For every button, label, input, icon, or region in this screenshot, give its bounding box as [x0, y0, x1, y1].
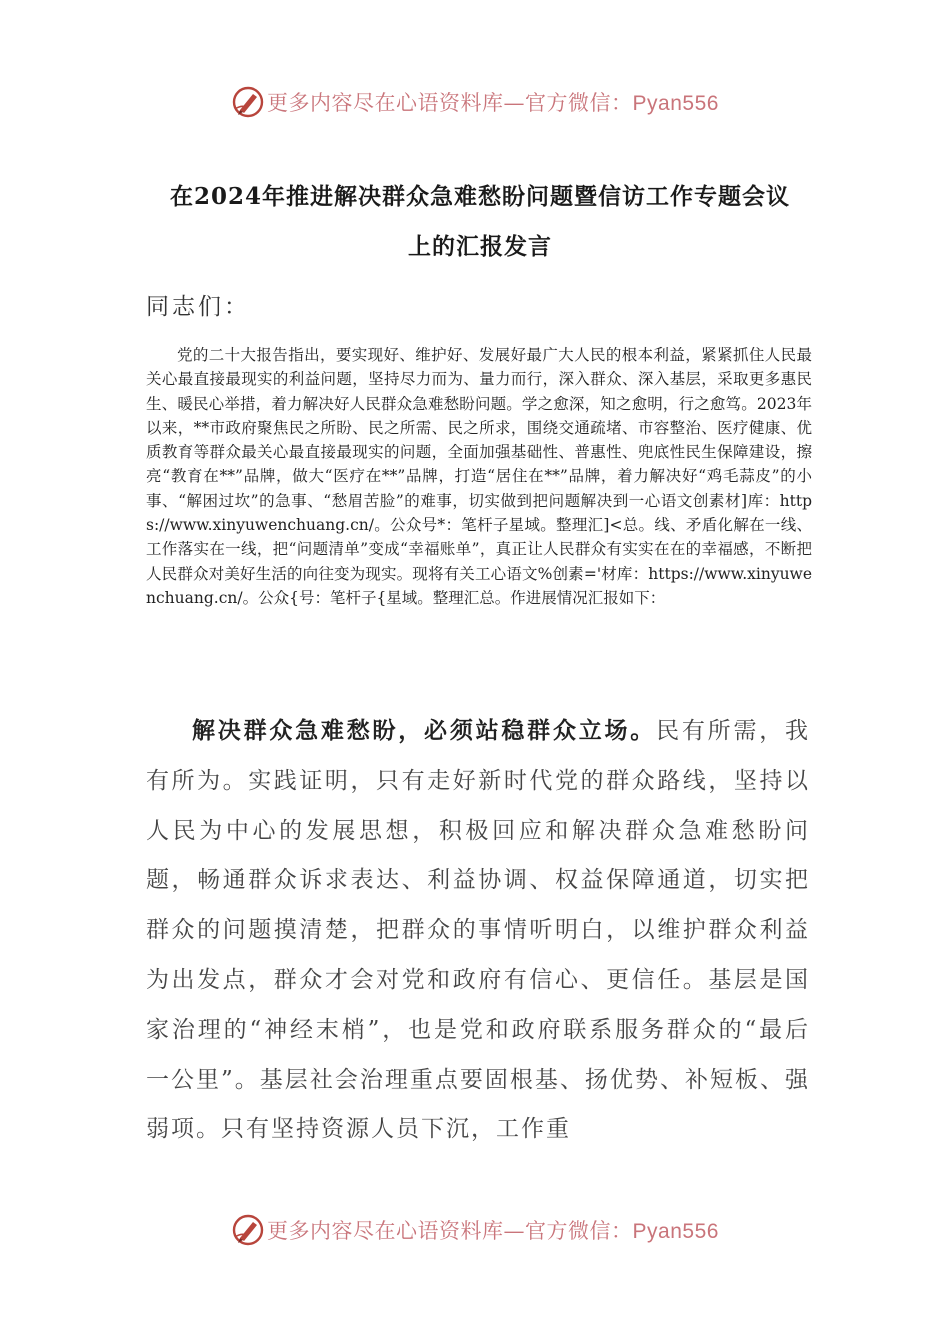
- footer-wechat-id: Pyan556: [632, 1220, 719, 1243]
- document-title-line-1: 在2024年推进解决群众急难愁盼问题暨信访工作专题会议: [169, 183, 790, 210]
- pen-logo-icon: [231, 85, 265, 119]
- header-banner: [0, 82, 950, 122]
- section-1-body: 民有所需，我有所为。实践证明，只有走好新时代党的群众路线，坚持以人民为中心的发展思想，积极回应和解决群众急难愁盼问题，畅通群众诉求表达、利益协调、权益保障通道，切实把群众的问题摸清楚，把群众的事情听明白，以维护群众利益为出发点，群众才会对党和政府有信心、更信任。基层是国家治理的“神经末梢”，也是党和政府联系服务群众的“最后一公里”。基层社会治理重点要固根基、扬优势、补短板、强弱项。只有坚持资源人员下沉，工作重: [146, 718, 811, 1143]
- document-title-line-2: 上的汇报发言: [408, 233, 552, 260]
- intro-paragraph: 党的二十大报告指出，要实现好、维护好、发展好最广大人民的根本利益，紧紧抓住人民最关心最直接最现实的利益问题，坚持尽力而为、量力而行，深入群众、深入基层，采取更多惠民生、暖民心举措，着力解决好人民群众急难愁盼问题。学之愈深，知之愈明，行之愈笃。2023年以来，**市政府聚焦民之所盼、民之所需、民之所求，围绕交通疏堵、市容整治、医疗健康、优质教育等群众最关心最直接最现实的问题，全面加强基础性、普惠性、兜底性民生保障建设，擦亮“教育在**”品牌，做大“医疗在**”品牌，打造“居住在**”品牌，着力解决好“鸡毛蒜皮”的小事、“解困过坎”的急事、“愁眉苦脸”的难事，切实做到把问题解决到一心语文创素材]库：https://www.xinyuwenchuang.cn/。公众号*：笔杆子星域。整理汇]<总。线、矛盾化解在一线、工作落实在一线，把“问题清单”变成“幸福账单”，真正让人民群众有实实在在的幸福感，不断把人民群众对美好生活的向往变为现实。现将有关工心语文%创素='材库：https://www.xinyuwenchuang.cn/。公众{号：笔杆子{星域。整理汇总。作进展情况汇报如下：: [146, 346, 812, 607]
- footer-brand: 更多内容尽在心语资料库: [267, 1219, 504, 1243]
- header-wechat-id: Pyan556: [632, 92, 719, 115]
- header-brand: 更多内容尽在心语资料库: [267, 91, 504, 115]
- footer-wechat-label: 官方微信：: [525, 1219, 633, 1243]
- footer-banner-text: [267, 1215, 719, 1245]
- footer-banner: [0, 1210, 950, 1250]
- salutation: 同志们：: [146, 294, 250, 320]
- pen-logo-icon: [231, 1213, 265, 1247]
- header-separator: —: [503, 91, 526, 115]
- section-1-lead: 解决群众急难愁盼，必须站稳群众立场。: [192, 717, 657, 744]
- header-wechat-label: 官方微信：: [525, 91, 633, 115]
- section-1-paragraph: [146, 706, 810, 1155]
- footer-separator: —: [503, 1219, 526, 1243]
- header-banner-text: [267, 87, 719, 117]
